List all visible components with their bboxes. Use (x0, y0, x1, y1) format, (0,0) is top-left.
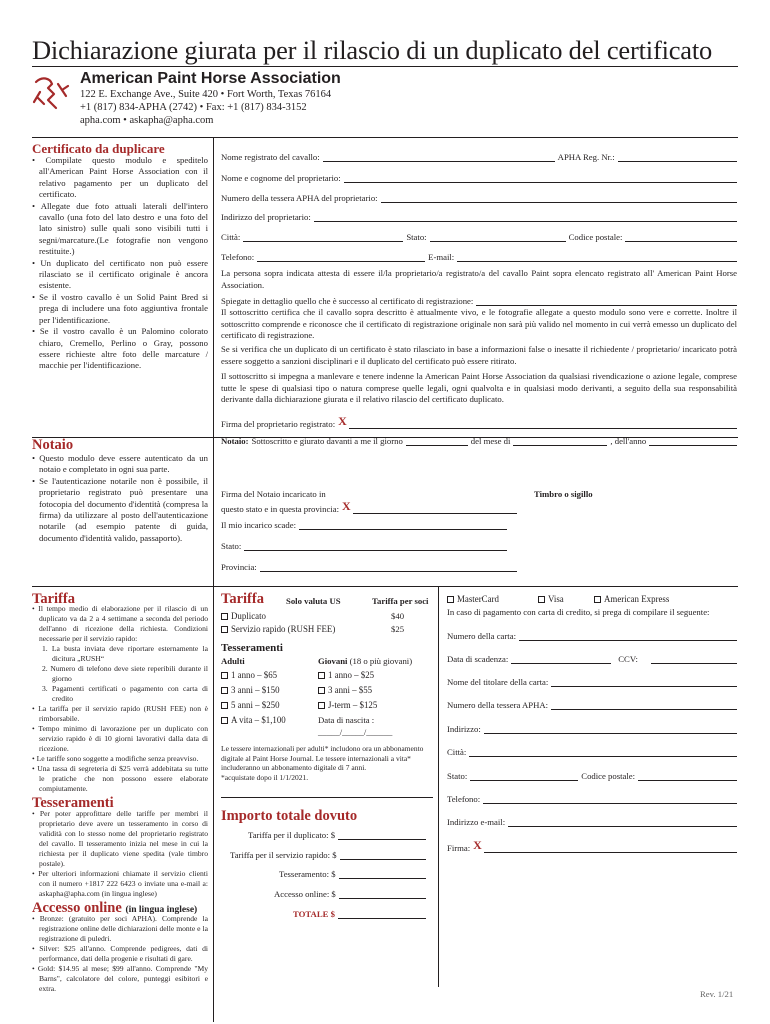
org-address: 122 E. Exchange Ave., Suite 420 • Fort Worth, Texas 76164 (80, 89, 332, 100)
email-label: E-mail: (428, 252, 455, 262)
cardholder-label: Nome del titolare della carta: (447, 677, 549, 687)
owner-signature-field[interactable] (221, 414, 737, 429)
explanation-label: Spiegate in dettaglio quello che è successo al certificato di registrazione: (221, 296, 474, 306)
payment-address-label: Indirizzo: (447, 724, 481, 734)
list-item: 3. Pagamenti certificati o pagamento con carta di credito (42, 684, 208, 703)
owner-name-field[interactable] (221, 173, 737, 183)
notary-state-label: Stato: (221, 541, 242, 551)
totals-rule (221, 797, 433, 798)
accesso-suffix: (in lingua inglese) (125, 905, 198, 915)
list-item: • Per ulteriori informazioni chiamate il servizio clienti con il numero +1817 222 6423 o inviate una e-mail a: askapha@apha.com (in lingua inglese) (32, 869, 208, 899)
duplicate-checkbox[interactable] (221, 611, 266, 621)
total-online-label: Accesso online: $ (274, 889, 336, 899)
youth-label-text: Giovani (318, 656, 348, 666)
payment-apha-card-label: Numero della tessera APHA: (447, 700, 549, 710)
mastercard-checkbox[interactable] (447, 594, 499, 604)
list-item: • Se il vostro cavallo è un Solid Paint Bred si prega di includere una foto aggiuntiva frontale per l'identificazione. (32, 292, 208, 326)
list-item: • Questo modulo deve essere autenticato da un notaio e completato in ogni sua parte. (32, 453, 208, 476)
youth-jterm-label: J-term – $125 (328, 700, 378, 710)
owner-address-field[interactable] (221, 212, 737, 222)
adult-3yr-checkbox[interactable] (221, 685, 280, 695)
payment-postal-label: Codice postale: (581, 771, 636, 781)
org-web: apha.com • askapha@apha.com (80, 115, 214, 126)
certification-statement: Il sottoscritto certifica che il cavallo sopra descritto è attualmente vivo, e le fotografie allegate a questo modulo sono vere e corrette. Inoltre il sottoscritto comprende e riconosce che il certificato di registrazione originale non sarà più valido nel momento in cui verrà emesso un duplicato del certificato di registrazione. (221, 307, 737, 340)
visa-checkbox[interactable] (538, 594, 564, 604)
total-rush-label: Tariffa per il servizio rapido: $ (230, 850, 337, 860)
org-name: American Paint Horse Association (80, 70, 341, 87)
phone-label: Telefono: (221, 252, 255, 262)
adult-life-label: A vita – $1,100 (231, 715, 286, 725)
list-item: • Un duplicato del certificato non può essere rilasciato se il certificato originale è ancora esistente. (32, 258, 208, 292)
list-item: • Tempo minimo di lavorazione per un duplicato con servizio rapido è di 10 giorni lavorativi dalla data di ricezione. (32, 724, 208, 754)
duplicate-label: Duplicato (231, 611, 266, 621)
payment-signature-field[interactable] (447, 838, 737, 853)
memberships-title: Tesseramenti (221, 642, 283, 654)
membership-note-date: *acquistate dopo il 1/1/2021. (221, 773, 309, 782)
card-expiry-label: Data di scadenza: (447, 654, 509, 664)
notary-sign-label-1: Firma del Notaio incaricato in (221, 489, 326, 499)
owner-signature-label: Firma del proprietario registrato: (221, 419, 336, 429)
list-item: • Silver: $25 all'anno. Comprende pedigrees, dati di performance, dati della progenie e risultati di gare. (32, 944, 208, 964)
tesseramenti-left-title: Tesseramenti (32, 795, 114, 811)
rush-checkbox[interactable] (221, 624, 335, 634)
card-expiry-cvv-field[interactable] (447, 654, 737, 664)
horse-name-field[interactable] (221, 152, 737, 162)
payment-state-label: Stato: (447, 771, 468, 781)
total-membership-field[interactable] (279, 869, 426, 879)
column-divider (213, 138, 214, 1022)
list-item: • Allegate due foto attuali laterali dell'intero cavallo (una foto del lato destro e una foto del lato sinistro) sulle quali sono visibili tutti i segni/marcature.(Le fotografie non vengono restituite.) (32, 201, 208, 258)
notary-province-field[interactable] (221, 562, 517, 572)
stamp-label: Timbro o sigillo (534, 489, 593, 499)
notary-date-field[interactable] (221, 436, 737, 446)
card-number-label: Numero della carta: (447, 631, 516, 641)
list-item: • Compilate questo modulo e speditelo all'American Paint Horse Association con il relativo pagamento per un duplicato del certificato. (32, 155, 208, 201)
notary-state-field[interactable] (221, 541, 507, 551)
payment-intro: In caso di pagamento con carta di credito, si prega di compilare il seguente: (447, 607, 710, 617)
ownership-statement: La persona sopra indicata attesta di essere il/la proprietario/a registrato/a del cavallo Paint sopra elencato registrato all' American Paint Horse Association. (221, 268, 737, 290)
birth-date-field[interactable]: _____/_____/______ (318, 727, 393, 737)
fees-col-members: Tariffa per soci (372, 596, 429, 606)
certificate-explanation-field[interactable] (221, 296, 737, 306)
duplicate-price: $40 (391, 611, 405, 621)
youth-1yr-label: 1 anno – $25 (328, 670, 375, 680)
notary-province-label: Provincia: (221, 562, 257, 572)
youth-label (318, 656, 412, 666)
apha-horse-logo-icon (28, 72, 72, 116)
adult-1yr-label: 1 anno – $65 (231, 670, 278, 680)
city-label: Città: (221, 232, 241, 242)
list-item: 1. La busta inviata deve riportare esternamente la dicitura „RUSH“ (42, 644, 208, 663)
horse-name-label: Nome registrato del cavallo: (221, 152, 320, 162)
tesseramenti-list (32, 809, 208, 899)
revision-label: Rev. 1/21 (700, 989, 734, 999)
card-number-field[interactable] (447, 631, 737, 641)
notaio-title: Notaio (32, 437, 74, 453)
fees-title: Tariffa (221, 591, 264, 607)
fees-col-usd: Solo valuta US (286, 596, 341, 606)
payment-apha-card-field[interactable] (447, 700, 737, 710)
adults-label: Adulti (221, 656, 245, 666)
totals-title: Importo totale dovuto (221, 808, 358, 824)
visa-label: Visa (548, 594, 564, 604)
owner-address-label: Indirizzo del proprietario: (221, 212, 311, 222)
list-item (32, 644, 208, 704)
payment-address-field[interactable] (447, 724, 737, 734)
card-cvv-label: CCV: (618, 654, 638, 664)
total-membership-label: Tesseramento: $ (279, 869, 336, 879)
accesso-title-text: Accesso online (32, 900, 122, 916)
youth-3yr-label: 3 anni – $55 (328, 685, 373, 695)
payment-city-field[interactable] (447, 747, 737, 757)
section-rule-fees (32, 586, 738, 587)
grand-total-label: TOTALE $ (293, 909, 335, 919)
owner-apha-card-field[interactable] (221, 193, 737, 203)
owner-phone-email-field[interactable] (221, 252, 737, 262)
accesso-list (32, 914, 208, 994)
document-title: Dichiarazione giurata per il rilascio di un duplicato del certificato (32, 36, 738, 67)
certificato-list (32, 155, 208, 372)
total-rush-field[interactable] (230, 850, 426, 860)
payment-email-label: Indirizzo e-mail: (447, 817, 506, 827)
list-item: • Se l'autenticazione notarile non è possibile, il proprietario registrato può presentare una fotocopia del documento d'identità (compresa la firma) da utilizzare al posto dell'autenticazione notarile (ad esempio patente di guida, documento d'identità valido, passaporto). (32, 476, 208, 544)
youth-3yr-checkbox[interactable] (318, 685, 372, 695)
owner-name-label: Nome e cognome del proprietario: (221, 173, 341, 183)
list-item: • Una tassa di segreteria di $25 verrà addebitata su tutte le pratiche che non possono essere elaborate compiutamente. (32, 764, 208, 794)
notary-expiry-field[interactable] (221, 520, 507, 530)
list-item: • Gold: $14.95 al mese; $99 all'anno. Comprende "My Barns", calcolatore del colore, punteggi esibitori e extra. (32, 964, 208, 994)
notary-signature-field[interactable] (221, 499, 517, 514)
mastercard-label: MasterCard (457, 594, 499, 604)
apha-reg-label: APHA Reg. Nr.: (557, 152, 615, 162)
amex-checkbox[interactable] (594, 594, 669, 604)
payment-divider (438, 587, 439, 987)
adult-3yr-label: 3 anni – $150 (231, 685, 280, 695)
owner-apha-card-label: Numero della tessera APHA del proprietario: (221, 193, 378, 203)
list-item: • Per poter approfittare delle tariffe per membri il proprietario deve avere un tesseramento in corso di validità con lo stesso nome del proprietario registrato del cavallo. Il tesseramento inizia nel mese in cui la richiesta per il duplicato viene spedita (vale timbro postale). (32, 809, 208, 869)
adult-1yr-checkbox[interactable] (221, 670, 277, 680)
youth-jterm-checkbox[interactable] (318, 700, 377, 710)
notaio-list (32, 453, 208, 544)
false-info-statement: Se si verifica che un duplicato di un certificato è stato rilasciato in base a informazioni false o inesatte il richiedente / proprietario/ incaricato potrà essere soggetto a sanzioni disciplinari e il duplicato del certificato può essere ritirato. (221, 344, 737, 366)
header-rule (32, 137, 738, 138)
tariffa-list (32, 604, 208, 794)
grand-total-field[interactable] (293, 909, 426, 919)
tariffa-left-title: Tariffa (32, 591, 75, 607)
payment-state-zip-field[interactable] (447, 771, 737, 781)
adult-5yr-label: 5 anni – $250 (231, 700, 280, 710)
indemnity-statement: Il sottoscritto si impegna a manlevare e tenere indenne la American Paint Horse Association da qualsiasi rivendicazione o azione legale, comprese tutte le spese di qualsiasi tipo o natura comprese quelle legali, ogni qualvolta e in qualsiasi modo derivanti, a seguito della sua responsabilità derivante dalla dichiarazione giurata e il relativo rilascio del certificato duplicato. (221, 371, 737, 404)
signature-x-mark: X (338, 414, 347, 428)
birth-date-label: Data di nascita : (318, 715, 375, 725)
notary-sign-label-2: questo stato e in questa provincia: (221, 504, 339, 514)
list-item: • Bronze: (gratuito per soci APHA). Comprende la registrazione online delle dichiarazioni delle monte e la registrazione di puledri. (32, 914, 208, 944)
owner-city-state-zip-field[interactable] (221, 232, 737, 242)
youth-1yr-checkbox[interactable] (318, 670, 374, 680)
adult-5yr-checkbox[interactable] (221, 700, 280, 710)
membership-note: Le tessere internazionali per adulti* includono ora un abbonamento digitale al Paint Horse Journal. Le tessere internazionali a vita* includeranno un abbonamento digitale di 7 anni. (221, 744, 424, 772)
payment-phone-label: Telefono: (447, 794, 481, 804)
list-item: • Le tariffe sono soggette a modifiche senza preavviso. (32, 754, 208, 764)
cardholder-field[interactable] (447, 677, 737, 687)
payment-phone-field[interactable] (447, 794, 737, 804)
payment-city-label: Città: (447, 747, 467, 757)
total-duplicate-field[interactable] (248, 830, 426, 840)
notary-intro-label: Sottoscritto e giurato davanti a me il giorno (251, 436, 403, 446)
postal-code-label: Codice postale: (568, 232, 623, 242)
notary-month-label: del mese di (470, 436, 511, 446)
total-online-field[interactable] (274, 889, 426, 899)
notary-x-mark: X (341, 499, 351, 513)
list-item: • Se il vostro cavallo è un Palomino colorato chiaro, Cremello, Perlino o Gray, possono essere richieste altre foto delle marcature / macchie per l'identificazione. (32, 326, 208, 372)
notary-intro-bold: Notaio: (221, 436, 249, 446)
total-duplicate-label: Tariffa per il duplicato: $ (248, 830, 336, 840)
state-label: Stato: (406, 232, 427, 242)
rush-label: Servizio rapido (RUSH FEE) (231, 624, 336, 634)
youth-label-suffix: (18 o più giovani) (349, 656, 413, 666)
payment-email-field[interactable] (447, 817, 737, 827)
rush-price: $25 (391, 624, 405, 634)
payment-signature-label: Firma: (447, 843, 471, 853)
list-item: • Il tempo medio di elaborazione per il rilascio di un duplicato va da 2 a 4 settimane a seconda del periodo dell'anno di ricezione della richiesta. Condizioni necessarie per il servizio rapido: (32, 604, 208, 644)
certificato-title: Certificato da duplicare (32, 141, 165, 156)
org-phone: +1 (817) 834-APHA (2742) • Fax: +1 (817) 834-3152 (80, 102, 307, 113)
list-item: 2. Numero di telefono deve siete reperibili durante il giorno (42, 664, 208, 683)
notary-expiry-label: Il mio incarico scade: (221, 520, 297, 530)
list-item: • La tariffa per il servizio rapido (RUSH FEE) non è rimborsabile. (32, 704, 208, 724)
amex-label: American Express (604, 594, 670, 604)
payment-x-mark: X (473, 838, 482, 852)
notary-year-label: , dell'anno (610, 436, 647, 446)
adult-life-checkbox[interactable] (221, 715, 286, 725)
